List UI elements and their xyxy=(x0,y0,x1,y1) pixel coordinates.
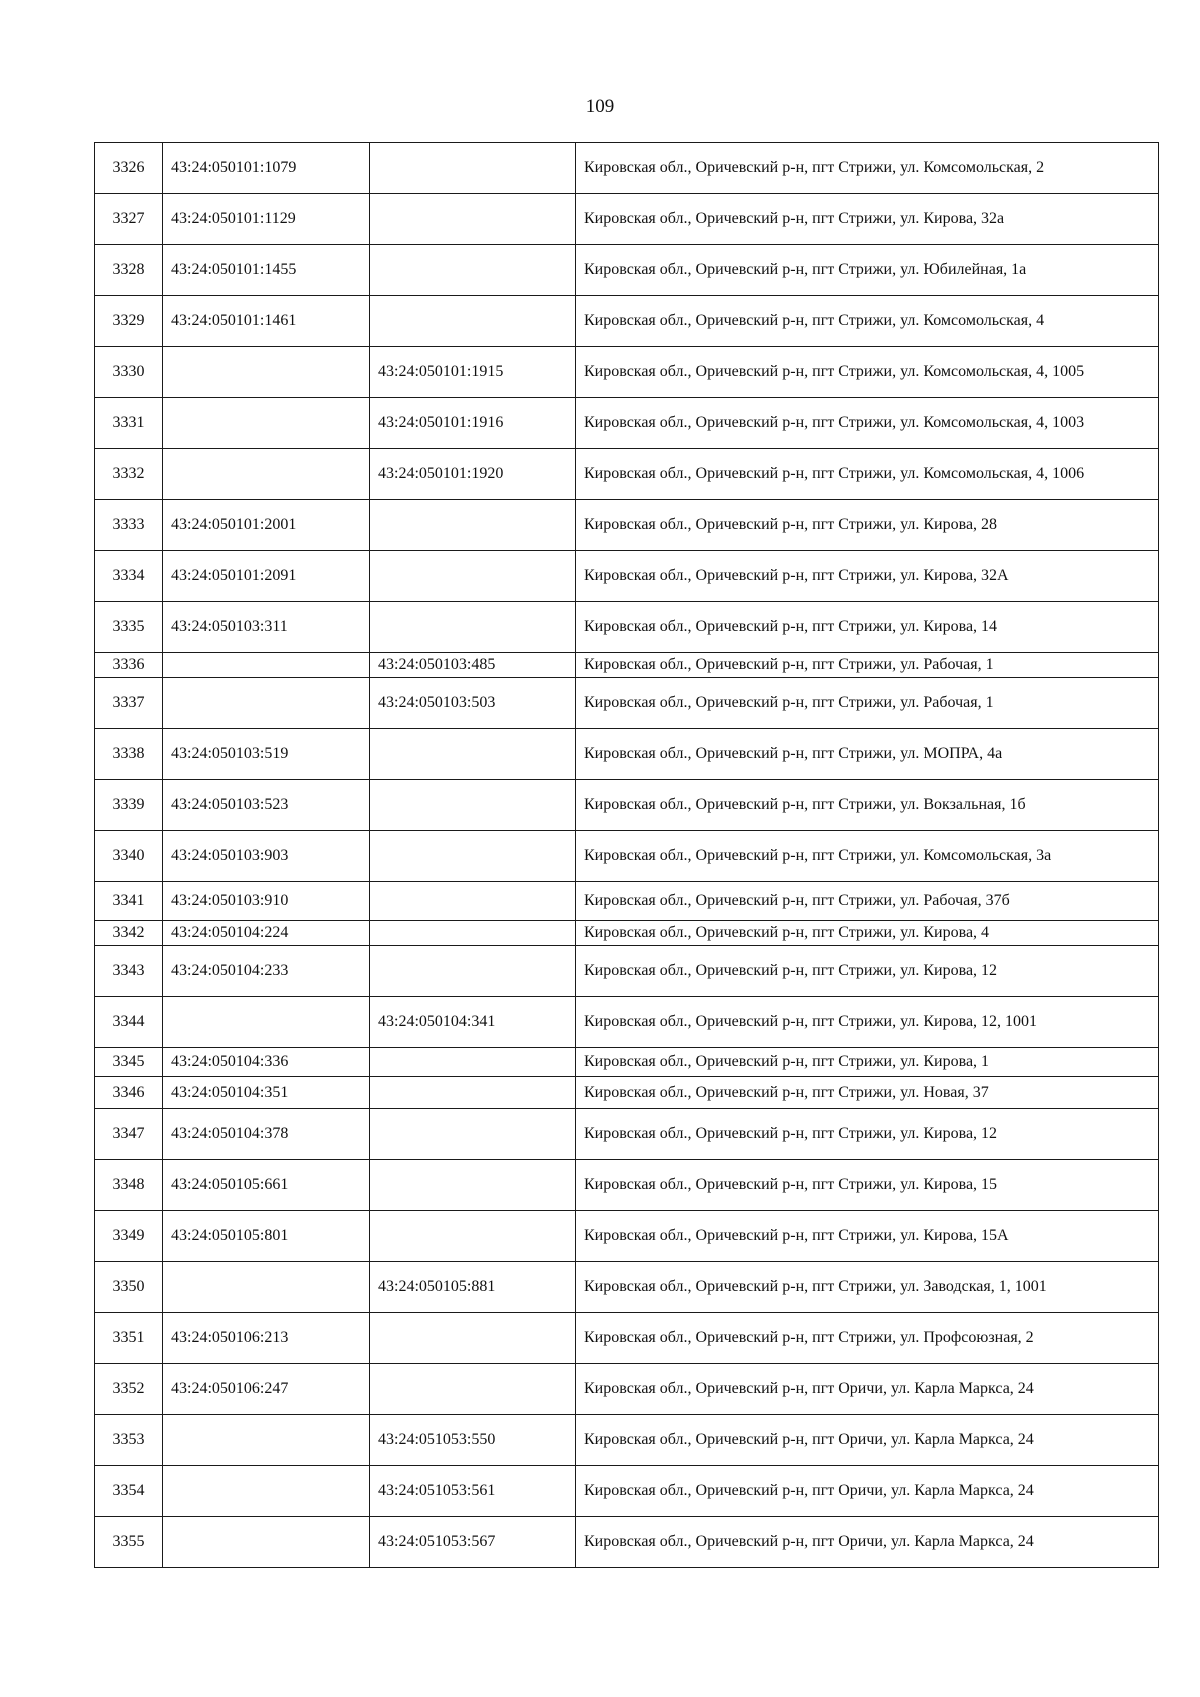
row-number: 3328 xyxy=(95,245,163,296)
row-number: 3338 xyxy=(95,729,163,780)
table-row xyxy=(95,946,1159,997)
table-row xyxy=(95,1466,1159,1517)
row-number: 3334 xyxy=(95,551,163,602)
table-row xyxy=(95,882,1159,921)
table-row xyxy=(95,1109,1159,1160)
row-number: 3347 xyxy=(95,1109,163,1160)
object-cadastral-number xyxy=(370,1313,576,1364)
table-row xyxy=(95,449,1159,500)
object-cadastral-number xyxy=(370,921,576,946)
row-number: 3329 xyxy=(95,296,163,347)
table-row xyxy=(95,1262,1159,1313)
table-row xyxy=(95,997,1159,1048)
parcel-cadastral-number: 43:24:050101:1129 xyxy=(163,194,370,245)
object-cadastral-number xyxy=(370,296,576,347)
object-cadastral-number xyxy=(370,1077,576,1109)
table-row xyxy=(95,500,1159,551)
table-row xyxy=(95,921,1159,946)
parcel-cadastral-number: 43:24:050101:1461 xyxy=(163,296,370,347)
address: Кировская обл., Оричевский р-н, пгт Оричи, ул. Карла Маркса, 24 xyxy=(576,1466,1159,1517)
address: Кировская обл., Оричевский р-н, пгт Стрижи, ул. Кирова, 32А xyxy=(576,551,1159,602)
object-cadastral-number xyxy=(370,831,576,882)
object-cadastral-number xyxy=(370,1364,576,1415)
row-number: 3348 xyxy=(95,1160,163,1211)
row-number: 3327 xyxy=(95,194,163,245)
row-number: 3346 xyxy=(95,1077,163,1109)
address: Кировская обл., Оричевский р-н, пгт Оричи, ул. Карла Маркса, 24 xyxy=(576,1517,1159,1568)
table-row xyxy=(95,551,1159,602)
table-row xyxy=(95,831,1159,882)
row-number: 3335 xyxy=(95,602,163,653)
parcel-cadastral-number: 43:24:050105:661 xyxy=(163,1160,370,1211)
parcel-cadastral-number: 43:24:050103:523 xyxy=(163,780,370,831)
address: Кировская обл., Оричевский р-н, пгт Стрижи, ул. Кирова, 4 xyxy=(576,921,1159,946)
address: Кировская обл., Оричевский р-н, пгт Оричи, ул. Карла Маркса, 24 xyxy=(576,1415,1159,1466)
address: Кировская обл., Оричевский р-н, пгт Стрижи, ул. Профсоюзная, 2 xyxy=(576,1313,1159,1364)
parcel-cadastral-number: 43:24:050104:233 xyxy=(163,946,370,997)
object-cadastral-number: 43:24:050101:1916 xyxy=(370,398,576,449)
row-number: 3349 xyxy=(95,1211,163,1262)
object-cadastral-number: 43:24:051053:550 xyxy=(370,1415,576,1466)
table-row xyxy=(95,678,1159,729)
object-cadastral-number: 43:24:051053:567 xyxy=(370,1517,576,1568)
table-row xyxy=(95,347,1159,398)
row-number: 3350 xyxy=(95,1262,163,1313)
registry-table xyxy=(94,142,1159,1568)
table-row xyxy=(95,653,1159,678)
object-cadastral-number xyxy=(370,1048,576,1077)
address: Кировская обл., Оричевский р-н, пгт Стрижи, ул. Новая, 37 xyxy=(576,1077,1159,1109)
address: Кировская обл., Оричевский р-н, пгт Стрижи, ул. Заводская, 1, 1001 xyxy=(576,1262,1159,1313)
row-number: 3330 xyxy=(95,347,163,398)
table-row xyxy=(95,143,1159,194)
address: Кировская обл., Оричевский р-н, пгт Стрижи, ул. Вокзальная, 1б xyxy=(576,780,1159,831)
row-number: 3340 xyxy=(95,831,163,882)
object-cadastral-number xyxy=(370,946,576,997)
parcel-cadastral-number: 43:24:050104:224 xyxy=(163,921,370,946)
parcel-cadastral-number xyxy=(163,1517,370,1568)
table-row xyxy=(95,1048,1159,1077)
table-row xyxy=(95,1160,1159,1211)
address: Кировская обл., Оричевский р-н, пгт Стрижи, ул. МОПРА, 4а xyxy=(576,729,1159,780)
object-cadastral-number xyxy=(370,551,576,602)
address: Кировская обл., Оричевский р-н, пгт Стрижи, ул. Рабочая, 1 xyxy=(576,653,1159,678)
table-row xyxy=(95,1364,1159,1415)
object-cadastral-number: 43:24:050101:1920 xyxy=(370,449,576,500)
parcel-cadastral-number xyxy=(163,1415,370,1466)
parcel-cadastral-number: 43:24:050105:801 xyxy=(163,1211,370,1262)
address: Кировская обл., Оричевский р-н, пгт Стрижи, ул. Комсомольская, 4, 1006 xyxy=(576,449,1159,500)
parcel-cadastral-number: 43:24:050101:2091 xyxy=(163,551,370,602)
table-row xyxy=(95,398,1159,449)
row-number: 3331 xyxy=(95,398,163,449)
row-number: 3345 xyxy=(95,1048,163,1077)
table-row xyxy=(95,1077,1159,1109)
parcel-cadastral-number xyxy=(163,997,370,1048)
parcel-cadastral-number: 43:24:050101:1455 xyxy=(163,245,370,296)
object-cadastral-number xyxy=(370,1160,576,1211)
row-number: 3339 xyxy=(95,780,163,831)
address: Кировская обл., Оричевский р-н, пгт Стрижи, ул. Кирова, 14 xyxy=(576,602,1159,653)
page-number: 109 xyxy=(585,96,615,117)
row-number: 3336 xyxy=(95,653,163,678)
object-cadastral-number xyxy=(370,245,576,296)
address: Кировская обл., Оричевский р-н, пгт Стрижи, ул. Кирова, 12 xyxy=(576,1109,1159,1160)
object-cadastral-number xyxy=(370,882,576,921)
parcel-cadastral-number xyxy=(163,449,370,500)
table-row xyxy=(95,729,1159,780)
address: Кировская обл., Оричевский р-н, пгт Оричи, ул. Карла Маркса, 24 xyxy=(576,1364,1159,1415)
parcel-cadastral-number xyxy=(163,678,370,729)
row-number: 3341 xyxy=(95,882,163,921)
table-row xyxy=(95,296,1159,347)
address: Кировская обл., Оричевский р-н, пгт Стрижи, ул. Комсомольская, 4 xyxy=(576,296,1159,347)
address: Кировская обл., Оричевский р-н, пгт Стрижи, ул. Рабочая, 1 xyxy=(576,678,1159,729)
address: Кировская обл., Оричевский р-н, пгт Стрижи, ул. Комсомольская, 2 xyxy=(576,143,1159,194)
row-number: 3333 xyxy=(95,500,163,551)
table-row xyxy=(95,194,1159,245)
parcel-cadastral-number: 43:24:050104:336 xyxy=(163,1048,370,1077)
address: Кировская обл., Оричевский р-н, пгт Стрижи, ул. Кирова, 32а xyxy=(576,194,1159,245)
address: Кировская обл., Оричевский р-н, пгт Стрижи, ул. Кирова, 28 xyxy=(576,500,1159,551)
object-cadastral-number xyxy=(370,602,576,653)
object-cadastral-number: 43:24:050104:341 xyxy=(370,997,576,1048)
address: Кировская обл., Оричевский р-н, пгт Стрижи, ул. Юбилейная, 1а xyxy=(576,245,1159,296)
table-row xyxy=(95,780,1159,831)
row-number: 3344 xyxy=(95,997,163,1048)
object-cadastral-number xyxy=(370,1211,576,1262)
row-number: 3326 xyxy=(95,143,163,194)
parcel-cadastral-number: 43:24:050103:910 xyxy=(163,882,370,921)
parcel-cadastral-number: 43:24:050103:519 xyxy=(163,729,370,780)
object-cadastral-number: 43:24:050105:881 xyxy=(370,1262,576,1313)
object-cadastral-number xyxy=(370,194,576,245)
parcel-cadastral-number xyxy=(163,347,370,398)
object-cadastral-number xyxy=(370,729,576,780)
row-number: 3353 xyxy=(95,1415,163,1466)
object-cadastral-number: 43:24:050103:485 xyxy=(370,653,576,678)
address: Кировская обл., Оричевский р-н, пгт Стрижи, ул. Комсомольская, 3а xyxy=(576,831,1159,882)
table-row xyxy=(95,1211,1159,1262)
address: Кировская обл., Оричевский р-н, пгт Стрижи, ул. Комсомольская, 4, 1003 xyxy=(576,398,1159,449)
parcel-cadastral-number xyxy=(163,398,370,449)
parcel-cadastral-number: 43:24:050104:351 xyxy=(163,1077,370,1109)
table-row xyxy=(95,245,1159,296)
parcel-cadastral-number: 43:24:050103:903 xyxy=(163,831,370,882)
address: Кировская обл., Оричевский р-н, пгт Стрижи, ул. Кирова, 15 xyxy=(576,1160,1159,1211)
parcel-cadastral-number: 43:24:050104:378 xyxy=(163,1109,370,1160)
object-cadastral-number xyxy=(370,1109,576,1160)
object-cadastral-number xyxy=(370,780,576,831)
address: Кировская обл., Оричевский р-н, пгт Стрижи, ул. Комсомольская, 4, 1005 xyxy=(576,347,1159,398)
address: Кировская обл., Оричевский р-н, пгт Стрижи, ул. Кирова, 12 xyxy=(576,946,1159,997)
table-row xyxy=(95,1415,1159,1466)
row-number: 3351 xyxy=(95,1313,163,1364)
row-number: 3354 xyxy=(95,1466,163,1517)
address: Кировская обл., Оричевский р-н, пгт Стрижи, ул. Кирова, 12, 1001 xyxy=(576,997,1159,1048)
row-number: 3332 xyxy=(95,449,163,500)
parcel-cadastral-number: 43:24:050106:213 xyxy=(163,1313,370,1364)
parcel-cadastral-number xyxy=(163,1466,370,1517)
object-cadastral-number: 43:24:050101:1915 xyxy=(370,347,576,398)
parcel-cadastral-number: 43:24:050101:2001 xyxy=(163,500,370,551)
object-cadastral-number: 43:24:051053:561 xyxy=(370,1466,576,1517)
row-number: 3352 xyxy=(95,1364,163,1415)
row-number: 3343 xyxy=(95,946,163,997)
object-cadastral-number: 43:24:050103:503 xyxy=(370,678,576,729)
parcel-cadastral-number: 43:24:050101:1079 xyxy=(163,143,370,194)
table-row xyxy=(95,1517,1159,1568)
object-cadastral-number xyxy=(370,143,576,194)
row-number: 3337 xyxy=(95,678,163,729)
object-cadastral-number xyxy=(370,500,576,551)
address: Кировская обл., Оричевский р-н, пгт Стрижи, ул. Кирова, 1 xyxy=(576,1048,1159,1077)
address: Кировская обл., Оричевский р-н, пгт Стрижи, ул. Рабочая, 37б xyxy=(576,882,1159,921)
address: Кировская обл., Оричевский р-н, пгт Стрижи, ул. Кирова, 15А xyxy=(576,1211,1159,1262)
table-row xyxy=(95,1313,1159,1364)
row-number: 3355 xyxy=(95,1517,163,1568)
parcel-cadastral-number: 43:24:050106:247 xyxy=(163,1364,370,1415)
parcel-cadastral-number: 43:24:050103:311 xyxy=(163,602,370,653)
row-number: 3342 xyxy=(95,921,163,946)
parcel-cadastral-number xyxy=(163,1262,370,1313)
table-row xyxy=(95,602,1159,653)
parcel-cadastral-number xyxy=(163,653,370,678)
